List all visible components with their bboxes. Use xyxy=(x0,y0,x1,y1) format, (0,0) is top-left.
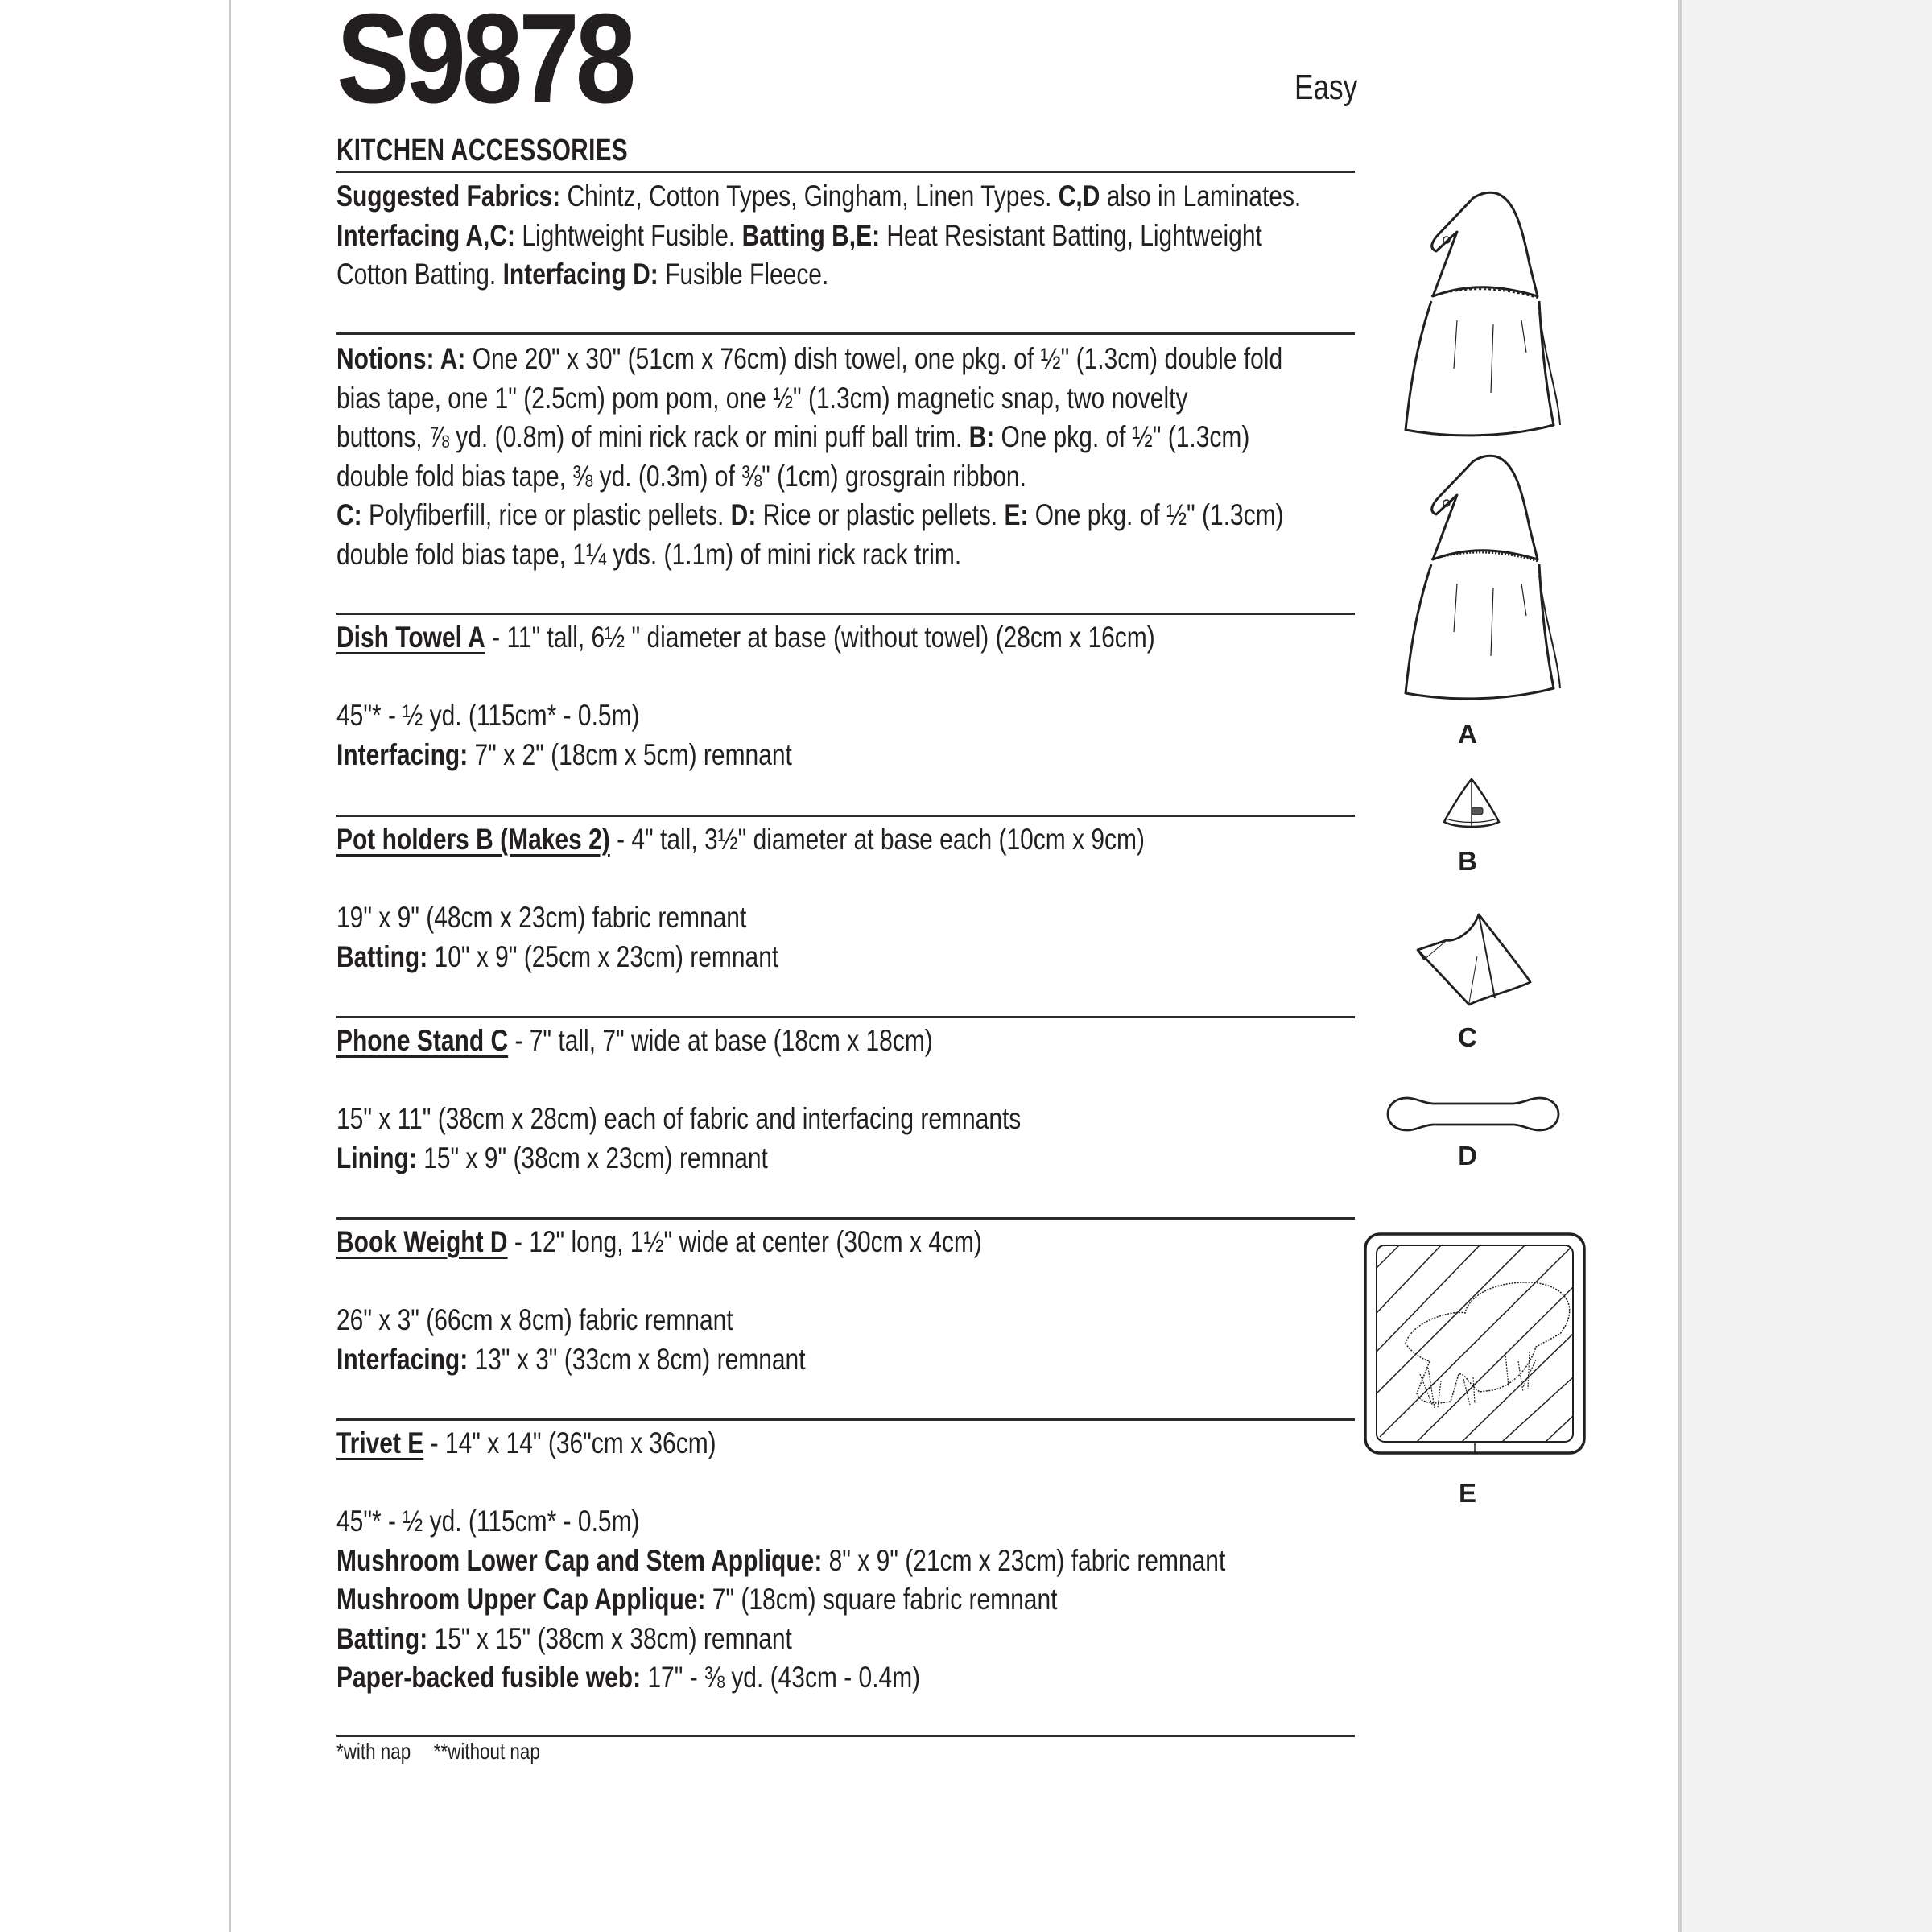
text-line xyxy=(336,535,1354,575)
page-left-margin-rule xyxy=(229,0,231,1932)
text-line xyxy=(336,255,1354,295)
view-label-c: C xyxy=(1458,1022,1477,1052)
view-heading: Phone Stand C xyxy=(336,1024,509,1057)
body-text: Rice or plastic pellets. xyxy=(756,498,1005,531)
bold-label: Interfacing: xyxy=(336,737,469,771)
text-line xyxy=(336,457,1354,497)
body-text: Lightweight Fusible. xyxy=(515,218,742,252)
section-divider xyxy=(336,1217,1355,1220)
body-text: 19" x 9" (48cm x 23cm) fabric remnant xyxy=(336,901,747,934)
body-text: double fold bias tape, 1¼ yds. (1.1m) of mini rick rack trim. xyxy=(336,537,962,571)
body-text: 8" x 9" (21cm x 23cm) fabric remnant xyxy=(822,1543,1226,1577)
requirement-line xyxy=(336,696,1354,736)
body-text: 15" x 9" (38cm x 23cm) remnant xyxy=(416,1141,768,1174)
text-line xyxy=(336,177,1354,217)
requirement-line xyxy=(336,1340,1354,1380)
notions xyxy=(336,340,1354,574)
bold-label: Interfacing: xyxy=(336,1342,469,1376)
view-heading: Dish Towel A xyxy=(336,621,485,654)
gnome-dish-towel-rickrack-icon xyxy=(1401,447,1562,704)
difficulty-level: Easy xyxy=(1294,68,1358,107)
requirement-line xyxy=(336,1301,1354,1340)
view-description: - 12" long, 1½" wide at center (30cm x 4cm) xyxy=(507,1225,982,1258)
text-line xyxy=(336,379,1354,419)
body-text: Polyfiberfill, rice or plastic pellets. xyxy=(361,498,731,531)
section-divider xyxy=(336,815,1355,817)
body-text: One 20" x 30" (51cm x 76cm) dish towel, one pkg. of ½" (1.3cm) double fold xyxy=(465,342,1283,375)
view-description: - 11" tall, 6½ " diameter at base (without towel) (28cm x 16cm) xyxy=(485,621,1155,654)
pattern-number: S9878 xyxy=(336,0,633,130)
suggested-fabrics xyxy=(336,177,1354,295)
requirement-line xyxy=(336,938,1354,977)
requirement-line xyxy=(336,1139,1354,1179)
requirement-line xyxy=(336,736,1354,775)
bold-label: Suggested Fabrics: xyxy=(336,180,561,213)
bold-label: Notions: A: xyxy=(336,342,466,375)
bold-label: E: xyxy=(1004,498,1029,531)
body-text: 7" (18cm) square fabric remnant xyxy=(705,1583,1058,1616)
view-heading: Book Weight D xyxy=(336,1225,508,1258)
bold-label: C,D xyxy=(1058,180,1100,213)
mushroom-trivet-icon xyxy=(1364,1232,1586,1456)
view-heading-line xyxy=(336,618,1354,658)
page-right-margin xyxy=(1678,0,1932,1932)
view-label-d: D xyxy=(1458,1141,1477,1170)
bold-label: C: xyxy=(336,498,362,531)
spacer xyxy=(336,1061,1354,1100)
bold-label: Mushroom Upper Cap Applique: xyxy=(336,1583,706,1616)
pattern-title: KITCHEN ACCESSORIES xyxy=(336,134,629,167)
body-text: also in Laminates. xyxy=(1100,180,1302,213)
bold-label: Batting B,E: xyxy=(741,218,881,252)
body-text: Heat Resistant Batting, Lightweight xyxy=(880,218,1262,252)
body-text: 45"* - ½ yd. (115cm* - 0.5m) xyxy=(336,1505,640,1538)
pyramid-phone-stand-icon xyxy=(1413,911,1534,1009)
bold-label: Mushroom Lower Cap and Stem Applique: xyxy=(336,1543,823,1577)
view-description: - 7" tall, 7" wide at base (18cm x 18cm) xyxy=(508,1024,933,1057)
view-label-e: E xyxy=(1458,1478,1476,1508)
spacer xyxy=(336,658,1354,697)
body-text: 10" x 9" (25cm x 23cm) remnant xyxy=(427,939,779,973)
bold-label: Lining: xyxy=(336,1141,417,1174)
body-text: 7" x 2" (18cm x 5cm) remnant xyxy=(468,737,792,771)
view-b-requirements xyxy=(336,820,1354,976)
requirement-line xyxy=(336,1658,1354,1698)
bold-label: D: xyxy=(730,498,757,531)
section-divider xyxy=(336,1016,1355,1018)
footnote-with-nap: *with nap xyxy=(336,1739,411,1764)
requirement-line xyxy=(336,1580,1354,1620)
view-heading-line xyxy=(336,1223,1354,1262)
text-line xyxy=(336,217,1354,256)
text-line xyxy=(336,496,1354,535)
section-divider xyxy=(336,613,1355,615)
section-divider xyxy=(336,171,1355,173)
spacer xyxy=(336,860,1354,899)
bold-label: Interfacing A,C: xyxy=(336,218,516,252)
view-label-a: A xyxy=(1458,719,1477,749)
body-text: One pkg. of ½" (1.3cm) xyxy=(1028,498,1284,531)
requirement-line xyxy=(336,898,1354,938)
view-d-requirements xyxy=(336,1223,1354,1379)
view-description: - 4" tall, 3½" diameter at base each (10cm x 9cm) xyxy=(609,823,1145,856)
view-a-requirements xyxy=(336,618,1354,774)
view-label-b: B xyxy=(1458,846,1477,876)
spacer xyxy=(336,1262,1354,1302)
view-c-requirements xyxy=(336,1022,1354,1178)
body-text: 26" x 3" (66cm x 8cm) fabric remnant xyxy=(336,1303,733,1336)
requirement-line xyxy=(336,1542,1354,1581)
body-text: Chintz, Cotton Types, Gingham, Linen Types. xyxy=(560,180,1059,213)
body-text: double fold bias tape, ⅜ yd. (0.3m) of ⅜" (1cm) grosgrain ribbon. xyxy=(336,459,1026,493)
bold-label: Batting: xyxy=(336,1621,428,1655)
view-heading-line xyxy=(336,820,1354,860)
bold-label: Paper-backed fusible web: xyxy=(336,1661,642,1694)
bold-label: B: xyxy=(968,420,995,453)
text-line xyxy=(336,340,1354,379)
bone-book-weight-icon xyxy=(1385,1095,1562,1133)
body-text: buttons, ⅞ yd. (0.8m) of mini rick rack or mini puff ball trim. xyxy=(336,420,969,453)
footnotes xyxy=(336,1739,558,1765)
body-text: 45"* - ½ yd. (115cm* - 0.5m) xyxy=(336,699,640,732)
text-line xyxy=(336,418,1354,457)
section-divider xyxy=(336,1735,1355,1737)
requirement-line xyxy=(336,1100,1354,1139)
view-e-requirements xyxy=(336,1424,1354,1698)
body-text: 13" x 3" (33cm x 8cm) remnant xyxy=(468,1342,806,1376)
body-text: 15" x 15" (38cm x 38cm) remnant xyxy=(427,1621,792,1655)
cone-pot-holder-icon xyxy=(1441,777,1502,830)
gnome-dish-towel-icon xyxy=(1401,184,1562,441)
footnote-without-nap: **without nap xyxy=(433,1739,540,1764)
body-text: 15" x 11" (38cm x 28cm) each of fabric and interfacing remnants xyxy=(336,1102,1022,1135)
view-heading: Pot holders B (Makes 2) xyxy=(336,823,610,856)
view-heading-line xyxy=(336,1022,1354,1061)
body-text: Cotton Batting. xyxy=(336,258,503,291)
requirement-line xyxy=(336,1620,1354,1659)
bold-label: Batting: xyxy=(336,939,428,973)
body-text: Fusible Fleece. xyxy=(658,258,829,291)
spacer xyxy=(336,1463,1354,1503)
view-heading-line xyxy=(336,1424,1354,1463)
body-text: bias tape, one 1" (2.5cm) pom pom, one ½" (1.3cm) magnetic snap, two novelty xyxy=(336,381,1188,415)
bold-label: Interfacing D: xyxy=(502,258,658,291)
body-text: 17" - ⅜ yd. (43cm - 0.4m) xyxy=(641,1661,921,1694)
view-heading: Trivet E xyxy=(336,1426,424,1459)
requirement-line xyxy=(336,1502,1354,1542)
view-description: - 14" x 14" (36"cm x 36cm) xyxy=(423,1426,716,1459)
section-divider xyxy=(336,1418,1355,1421)
section-divider xyxy=(336,332,1355,335)
body-text: One pkg. of ½" (1.3cm) xyxy=(994,420,1250,453)
